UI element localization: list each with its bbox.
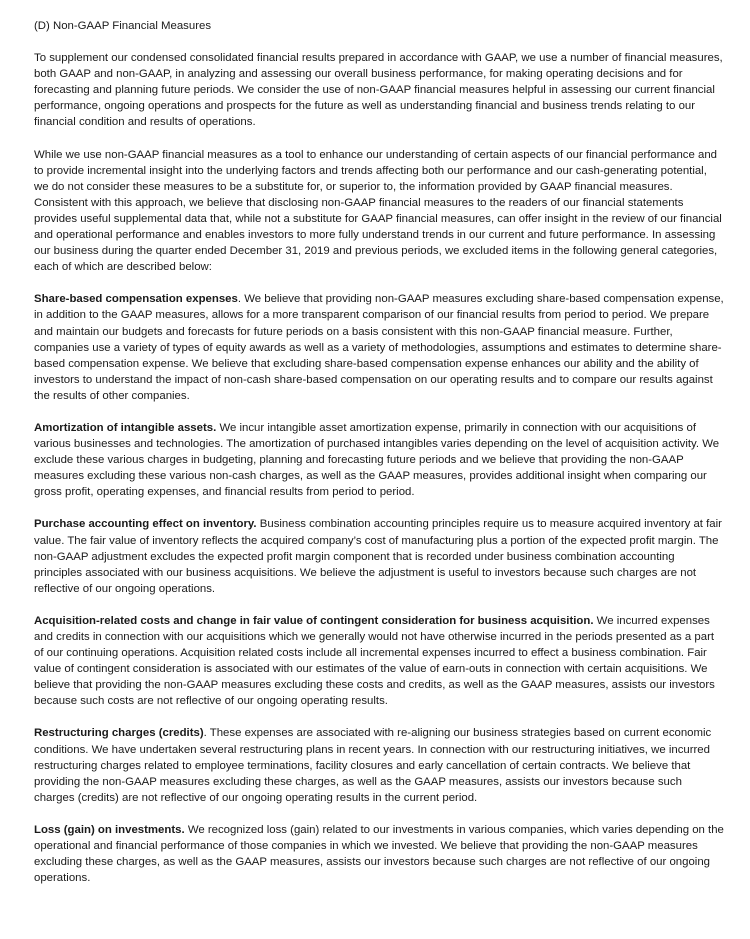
- category-title: Loss (gain) on investments.: [34, 823, 185, 836]
- category-title: Purchase accounting effect on inventory.: [34, 518, 257, 531]
- category-paragraph-investments: [34, 822, 724, 886]
- category-body: These expenses are associated with re-aligning our business strategies based on current economic conditions. We have undertaken several restructuring plans in recent years. In connection with our restructuring initiatives, we incurred restructuring charges related to employee terminations, facility closures and early cancellation of certain contracts. We believe that providing the non-GAAP measures excluding these charges, as well as the GAAP measures, assists our investors because such charges (credits) are not reflective of our ongoing operating results in the current period.: [34, 727, 712, 804]
- category-body: We recognized loss (gain) related to our investments in various companies, which varies depending on the operational and financial performance of those companies in which we invested. We believe that providing the non-GAAP measures excluding these charges, as well as the GAAP measures, assists our investors because such charges are not reflective of our ongoing operations.: [34, 823, 724, 885]
- category-title: Share-based compensation expenses: [34, 293, 238, 306]
- category-paragraph-share-based-compensation: Share-based compensation expenses. We believe that providing non-GAAP measures excluding share-based compensation expense, in addition to the GAAP measures, allows for a more transparent comparison of our financial results from period to period. We prepare and maintain our budgets and forecasts for future periods on a basis consistent with this non-GAAP financial measure. Further, companies use a variety of types of equity awards as well as a variety of methodologies, assumptions and estimates to determine share-based compensation expense. We believe that excluding share-based compensation expense enhances our ability and the ability of investors to understand the impact of non-cash share-based compensation on our operating results and to compare our results against the results of other companies.: [34, 293, 724, 402]
- category-body: We incurred expenses and credits in connection with our acquisitions which we generally would not have otherwise incurred in the periods presented as a part of our continuing operations. Acquisition related costs include all incremental expenses incurred to effect a business combination. Fair value of contingent consideration is associated with our estimates of the value of earn-outs in connection with certain acquisitions. We believe that providing the non-GAAP measures excluding these costs and credits, as well as the GAAP measures, assists our investors because such costs are not reflective of our ongoing operating results.: [34, 614, 715, 708]
- category-paragraph-restructuring: Restructuring charges (credits). These expenses are associated with re-aligning our business strategies based on current economic conditions. We have undertaken several restructuring plans in recent years. In connection with our restructuring initiatives, we incurred restructuring charges related to employee terminations, facility closures and early cancellation of certain contracts. We believe that providing the non-GAAP measures excluding these charges, as well as the GAAP measures, assists our investors because such charges (credits) are not reflective of our ongoing operating results in the current period.: [34, 727, 712, 804]
- category-body: Business combination accounting principles require us to measure acquired inventory at fair value. The fair value of inventory reflects the acquired company’s cost of manufacturing plus a portion of the expected profit margin. The non-GAAP adjustment excludes the expected profit margin component that is recorded under business combination accounting principles associated with our business acquisitions. We believe the adjustment is useful to investors because such charges are not reflective of our ongoing operations.: [34, 518, 722, 595]
- document-page: [34, 18, 724, 902]
- intro-paragraph: To supplement our condensed consolidated financial results prepared in accordance with GAAP, we use a number of financial measures, both GAAP and non-GAAP, in analyzing and assessing our overall business performance, for making operating decisions and for forecasting and planning future periods. We consider the use of non-GAAP financial measures helpful in assessing our current financial performance, ongoing operations and prospects for the future as well as understanding financial and business trends relating to our financial condition and results of operations.: [34, 52, 723, 129]
- section-heading: (D) Non-GAAP Financial Measures: [34, 20, 212, 32]
- category-body: We believe that providing non-GAAP measures excluding share-based compensation expense, in addition to the GAAP measures, allows for a more transparent comparison of our financial results from period to period. We prepare and maintain our budgets and forecasts for future periods on a basis consistent with this non-GAAP financial measure. Further, companies use a variety of types of equity awards as well as a variety of methodologies, assumptions and estimates to determine share-based compensation expense. We believe that excluding share-based compensation expense enhances our ability and the ability of investors to understand the impact of non-cash share-based compensation on our operating results and to compare our results against the results of other companies.: [34, 293, 724, 402]
- category-body: We incur intangible asset amortization expense, primarily in connection with our acquisitions of various businesses and technologies. The amortization of purchased intangibles varies depending on the level of acquisition activity. We exclude these various charges in budgeting, planning and forecasting future periods and we believe that providing the non-GAAP measures excluding these various non-cash charges, as well as the GAAP measures, provides additional insight when comparing our gross profit, operating expenses, and financial results from period to period.: [34, 421, 720, 499]
- intro-paragraph: While we use non-GAAP financial measures as a tool to enhance our understanding of certain aspects of our financial performance and to provide incremental insight into the underlying factors and trends affecting both our performance and our cash-generating potential, we do not consider these measures to be a substitute for, or superior to, the information provided by GAAP financial measures. Consistent with this approach, we believe that disclosing non-GAAP financial measures to the readers of our financial statements provides useful supplemental data that, while not a substitute for GAAP financial measures, can offer insight in the review of our financial and operational performance and enables investors to more fully understand trends in our current and future performance. In assessing our business during the quarter ended December 31, 2019 and previous periods, we excluded items in the following general categories, each of which are described below:: [34, 148, 722, 274]
- category-title: Restructuring charges (credits): [34, 727, 204, 740]
- category-paragraph-amortization: [34, 420, 724, 500]
- category-paragraph-acquisition-costs: [34, 613, 724, 710]
- category-title: Amortization of intangible assets.: [34, 421, 217, 434]
- category-title: Acquisition-related costs and change in fair value of contingent consideration for business acquisition.: [34, 614, 594, 627]
- category-paragraph-purchase-accounting: [34, 516, 724, 596]
